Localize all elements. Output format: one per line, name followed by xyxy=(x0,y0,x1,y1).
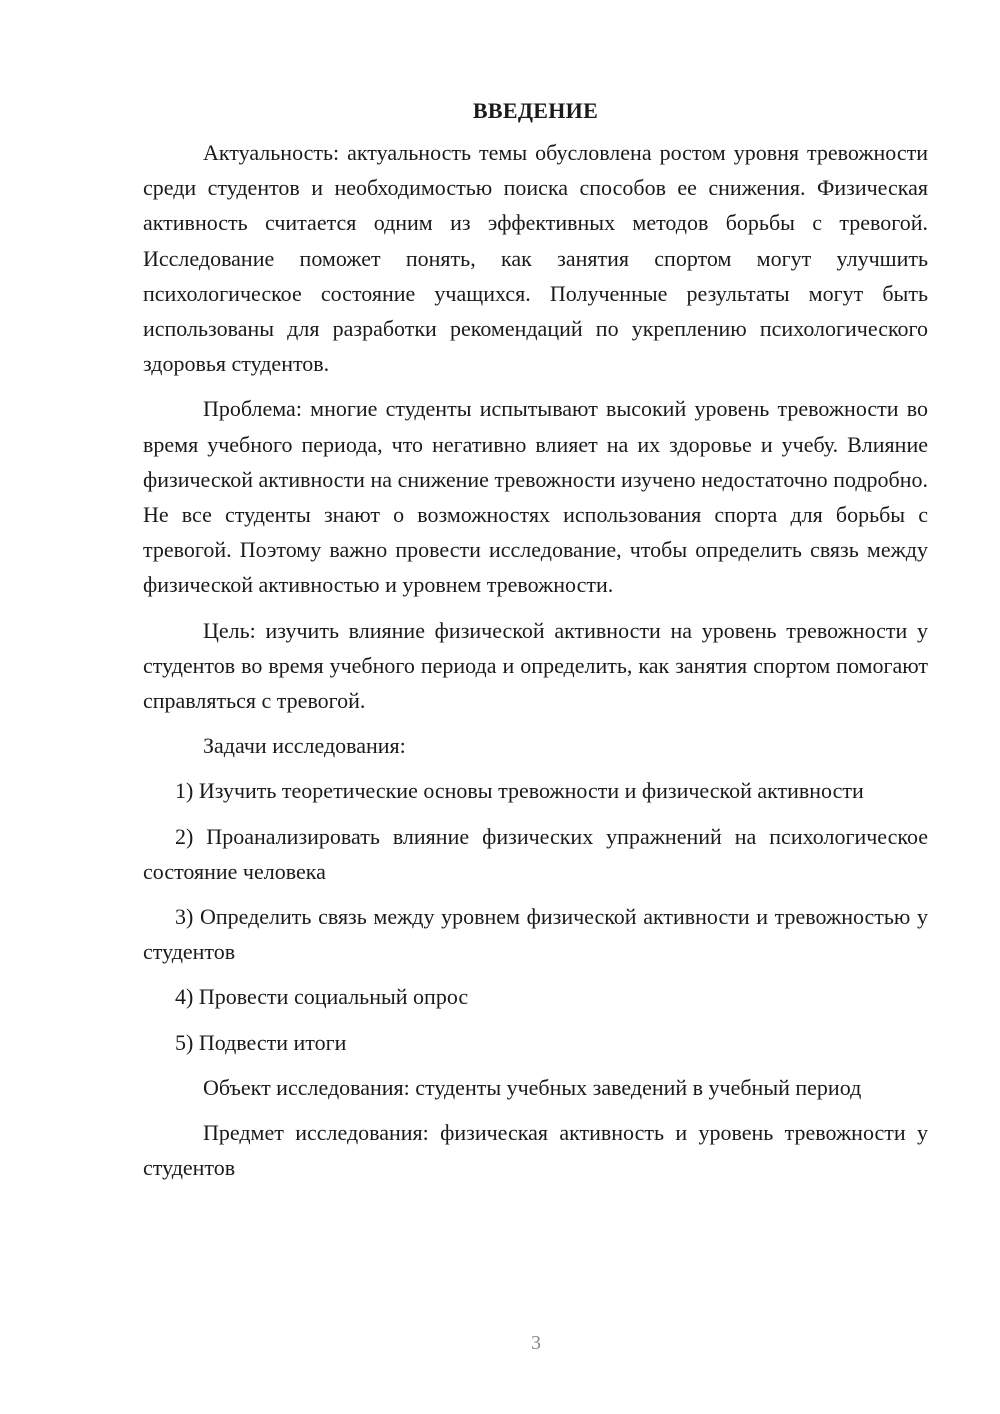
page-number: 3 xyxy=(531,1332,541,1354)
section-title: ВВЕДЕНИЕ xyxy=(472,98,599,123)
object-paragraph: Объект исследования: студенты учебных заведений в учебный период xyxy=(203,1074,862,1100)
list-item: 5) Подвести итоги xyxy=(175,1029,347,1055)
list-item: 4) Провести социальный опрос xyxy=(175,984,469,1010)
subject-paragraph: Предмет исследования: физическая активность и уровень тревожности у студентов xyxy=(143,1120,928,1181)
list-item: 2) Проанализировать влияние физических упражнений на психологическое состояние человека xyxy=(143,823,928,884)
tasks-list xyxy=(143,773,928,1059)
list-item: 1) Изучить теоретические основы тревожности и физической активности xyxy=(175,778,864,804)
relevance-paragraph: Актуальность: актуальность темы обусловлена ростом уровня тревожности среди студентов и необходимостью поиска способов ее снижения. Физическая активность считается одним из эффективных методов борьбы с тревогой. Исследование поможет понять, как занятия спортом могут улучшить психологическое состояние учащихся. Полученные результаты могут быть использованы для разработки рекомендаций по укреплению психологического здоровья студентов. xyxy=(143,140,928,377)
list-item: 3) Определить связь между уровнем физической активности и тревожностью у студентов xyxy=(143,904,928,965)
goal-paragraph: Цель: изучить влияние физической активности на уровень тревожности у студентов во время учебного периода и определить, как занятия спортом помогают справляться с тревогой. xyxy=(143,617,928,714)
problem-paragraph: Проблема: многие студенты испытывают высокий уровень тревожности во время учебного периода, что негативно влияет на их здоровье и учебу. Влияние физической активности на снижение тревожности изучено недостаточно подробно. Не все студенты знают о возможностях использования спорта для борьбы с тревогой. Поэтому важно провести исследование, чтобы определить связь между физической активностью и уровнем тревожности. xyxy=(143,396,928,598)
page-content xyxy=(143,96,928,1185)
tasks-heading: Задачи исследования: xyxy=(203,733,406,759)
